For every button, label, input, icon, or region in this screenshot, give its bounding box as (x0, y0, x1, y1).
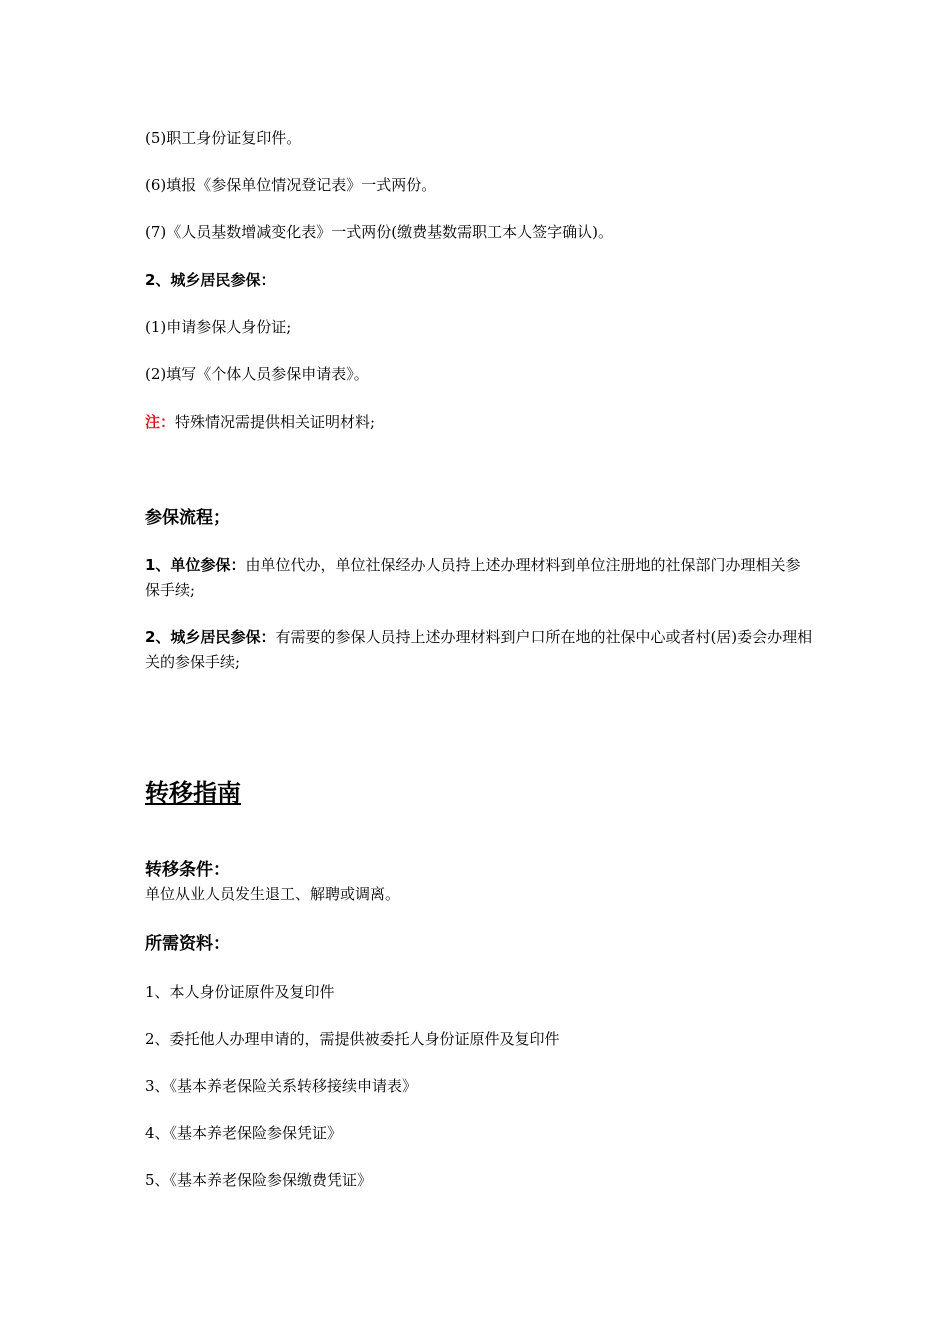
note-text: 特殊情况需提供相关证明材料; (175, 413, 376, 431)
process-unit-label: 1、单位参保： (145, 556, 246, 574)
doc-item-3: 3、《基本养老保险关系转移接续申请表》 (145, 1077, 418, 1095)
resident-item-2: (2)填写《个体人员参保申请表》。 (145, 365, 369, 383)
transfer-condition-title: 转移条件： (145, 860, 230, 880)
transfer-guide-heading: 转移指南 (145, 779, 241, 807)
process-resident-label: 2、城乡居民参保： (145, 628, 276, 646)
transfer-condition-text: 单位从业人员发生退工、解聘或调离。 (145, 885, 401, 903)
material-item-5: (5)职工身份证复印件。 (145, 129, 302, 147)
resident-item-1: (1)申请参保人身份证; (145, 318, 292, 336)
process-resident-paragraph (145, 625, 815, 675)
process-title: 参保流程； (145, 508, 230, 528)
material-item-7: (7)《人员基数增减变化表》一式两份(缴费基数需职工本人签字确认)。 (145, 223, 613, 241)
doc-item-2: 2、委托他人办理申请的，需提供被委托人身份证原件及复印件 (145, 1030, 560, 1048)
resident-section-title: 2、城乡居民参保： (145, 271, 276, 289)
material-item-6: (6)填报《参保单位情况登记表》一式两份。 (145, 176, 437, 194)
doc-item-5: 5、《基本养老保险参保缴费凭证》 (145, 1171, 373, 1189)
note-label: 注： (145, 413, 176, 431)
doc-item-4: 4、《基本养老保险参保凭证》 (145, 1124, 343, 1142)
note-line (145, 412, 815, 432)
process-unit-text: 由单位代办，单位社保经办人员持上述办理材料到单位注册地的社保部门办理相关参保手续; (145, 556, 801, 599)
required-docs-title: 所需资料： (145, 934, 230, 954)
process-resident-text: 有需要的参保人员持上述办理材料到户口所在地的社保中心或者村(居)委会办理相关的参保手续; (145, 628, 813, 671)
doc-item-1: 1、本人身份证原件及复印件 (145, 983, 335, 1001)
process-unit-paragraph (145, 553, 815, 603)
